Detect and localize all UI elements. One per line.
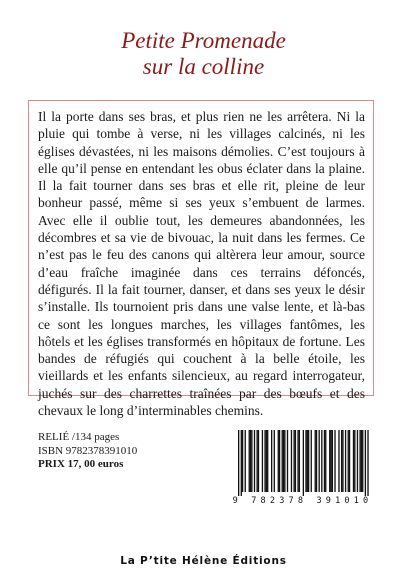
barcode-bar: [267, 430, 268, 492]
barcode-bar: [303, 430, 304, 496]
barcode-bar: [264, 430, 265, 492]
barcode-digits: 9 782378 391010: [232, 496, 373, 506]
barcode-bar: [241, 430, 242, 496]
barcode-bar: [262, 430, 263, 492]
barcode-bar: [297, 430, 298, 492]
barcode-bar: [238, 430, 239, 496]
barcode-bar: [332, 430, 333, 492]
barcode-bar: [365, 430, 366, 496]
barcode-bar: [316, 430, 317, 492]
barcode-bar: [287, 430, 288, 492]
barcode-bar: [338, 430, 339, 492]
barcode-bar: [325, 430, 326, 492]
book-details: [38, 431, 137, 472]
barcode-bar: [319, 430, 320, 492]
barcode-bar: [251, 430, 252, 492]
barcode-bar: [367, 430, 368, 496]
barcode-bar: [307, 430, 308, 492]
barcode-bar: [353, 430, 354, 492]
barcode-bar: [330, 430, 331, 492]
barcode-bar: [311, 430, 312, 492]
synopsis-text: Il la porte dans ses bras, et plus rien ne les arrêtera. Ni la pluie qui tombe à verse, ni les villages calcinés, ni les églises dévastées, ni les maisons démolies. C’est toujours à elle qu’il pense en entendant les obus éclater dans la plaine. Il la fait tourner dans ses bras et elle rit, pleine de leur bonheur passé, même si ses yeux s’embuent de larmes. Avec elle il oublie tout, les demeures abandonnées, les décombres et sa vie de bivouac, la nuit dans les fermes. Ce n’est pas le feu des canons qui altèrera leur amour, source d’eau fraîche imaginée dans ces terrains défoncés, défigurés. Il la fait tourner, danser, et dans ses yeux le désir s’installe. Ils tournoient pris dans une valse lente, et là-bas ce sont les longues marches, les villages fantômes, les hôtels et les églises transformés en hôpitaux de fortune. Les bandes de réfugiés qui couchent à la belle étoile, les vieillards et les enfants silencieux, au regard interrogateur, juchés sur des charrettes traînées par des bœufs et des chevaux le long d’interminables chemins.: [38, 109, 365, 419]
barcode-bar: [245, 430, 246, 492]
barcode-bar: [283, 430, 284, 492]
barcode-bar: [279, 430, 280, 492]
barcode-bar: [362, 430, 363, 492]
publisher-name: La P’tite Hélène Éditions: [120, 555, 287, 567]
barcode-bar: [291, 430, 292, 492]
isbn-text: ISBN 9782378391010: [38, 444, 138, 457]
barcode-bar: [284, 430, 285, 492]
barcode-bar: [278, 430, 279, 492]
barcode-bar: [295, 430, 296, 492]
barcode-bar: [361, 430, 362, 492]
barcode-bar: [293, 430, 294, 492]
barcode-bar: [354, 430, 355, 492]
isbn-barcode: [228, 426, 377, 512]
price-text: PRIX 17, 00 euros: [38, 458, 124, 470]
barcode-bar: [305, 430, 306, 492]
book-title-line-1: Petite Promenade: [121, 28, 286, 53]
barcode-bar: [329, 430, 330, 492]
binding-pages: RELIÉ /134 pages: [38, 431, 120, 443]
barcode-bar: [242, 430, 243, 492]
book-title-line-2: sur la colline: [142, 54, 265, 79]
barcode-bar: [357, 430, 358, 492]
book-title: [0, 28, 407, 80]
synopsis-box: [28, 100, 374, 419]
barcode-bar: [299, 430, 300, 492]
barcode-bars: [228, 426, 377, 496]
barcode-bar: [341, 430, 342, 492]
barcode-bar: [256, 430, 257, 492]
barcode-bar: [254, 430, 255, 492]
barcode-bar: [348, 430, 349, 492]
barcode-bar: [334, 430, 335, 492]
barcode-bar: [359, 430, 360, 492]
barcode-bar: [282, 430, 283, 492]
barcode-bar: [258, 430, 259, 492]
barcode-bar: [308, 430, 309, 492]
barcode-bar: [266, 430, 267, 492]
barcode-bar: [342, 430, 343, 492]
barcode-bar: [349, 430, 350, 492]
barcode-bar: [274, 430, 275, 492]
barcode-bar: [324, 430, 325, 492]
barcode-bar: [321, 430, 322, 492]
barcode-bar: [345, 430, 346, 492]
barcode-bar: [315, 430, 316, 492]
barcode-bar: [250, 430, 251, 492]
barcode-bar: [249, 430, 250, 492]
barcode-bar: [271, 430, 272, 492]
